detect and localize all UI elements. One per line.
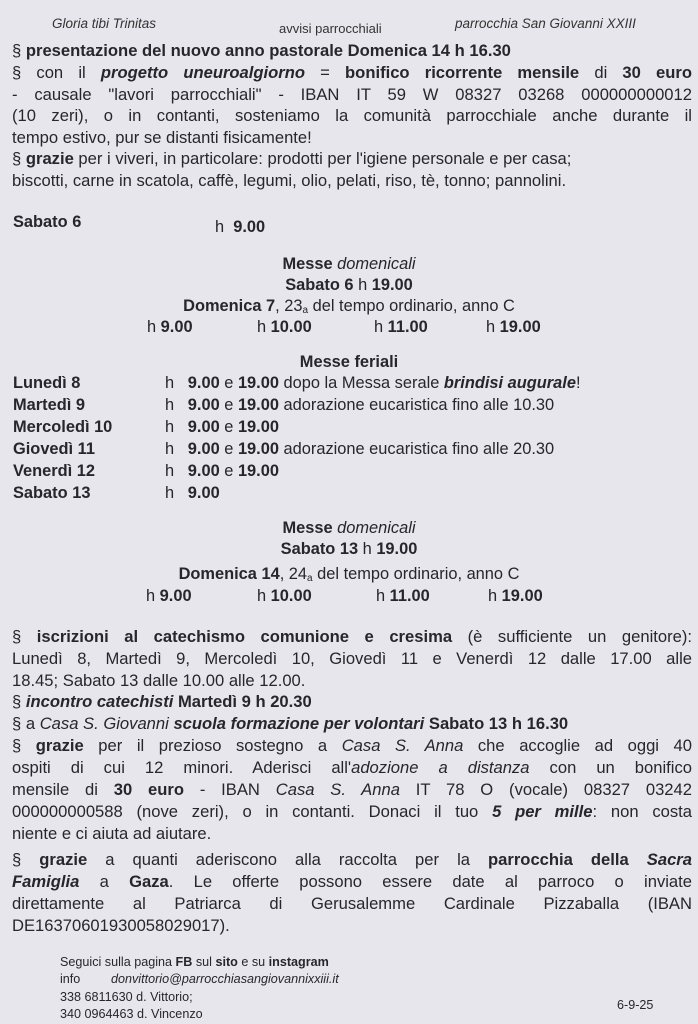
notice-presentazione: § presentazione del nuovo anno pastorale Domenica 14 h 16.30 bbox=[12, 41, 511, 60]
feriali-row-day: Lunedì 8 bbox=[13, 374, 81, 392]
dom14-time-3: h 11.00 bbox=[376, 587, 430, 605]
messe-feriali-title: Messe feriali bbox=[299, 353, 399, 371]
feriali-row-times: h 9.00 e 19.00 adorazione eucaristica fino alle 10.30 bbox=[165, 396, 555, 414]
footer-info-label: info bbox=[60, 972, 81, 986]
notice-gaza: § grazie a quanti aderiscono alla raccolta per la parrocchia della Sacra Famiglia a Gaza. Le offerte possono essere date al parroco o inviate direttamente al Patriarca di Gerusalemme Cardinale Pizzaballa (IBAN DE16370601930058029017). bbox=[12, 850, 693, 935]
dom7-time-2: h 10.00 bbox=[257, 318, 312, 336]
feriali-row-times: h 9.00 e 19.00 adorazione eucaristica fino alle 20.30 bbox=[165, 440, 555, 458]
messe-sabato6-vigil: Sabato 6 h 19.00 bbox=[285, 276, 413, 294]
messe-domenica14: Domenica 14, $24_a$ del tempo ordinario, anno C bbox=[178, 565, 520, 584]
feriali-row-times: h 9.00 bbox=[165, 484, 220, 502]
feriali-row-times: h 9.00 e 19.00 dopo la Messa serale brindisi augurale! bbox=[165, 374, 581, 392]
dom14-time-1: h 9.00 bbox=[146, 587, 192, 605]
notice-grazie-viveri: § grazie per i viveri, in particolare: prodotti per l'igiene personale e per casa; biscotti, carne in scatola, caffè, legumi, olio, pelati, riso, tè, tonno; pannolini. bbox=[12, 149, 572, 190]
messe-domenica7: Domenica 7, $23_a$ del tempo ordinario, anno C bbox=[183, 297, 515, 316]
notice-casa-s-anna: § grazie per il prezioso sostegno a Casa S. Anna che accoglie ad oggi 40 ospiti di cui 12 minori. Aderisci all'adozione a distanza con un bonifico mensile di 30 euro - IBAN Casa S. Anna IT 78 O (vocale) 08327 03242 000000000588 (nove zeri), o in contanti. Donaci il tuo 5 per mille: non costa niente e ci aiuta ad aiutare. bbox=[12, 736, 692, 843]
messe-domenicali-title-2: Messe domenicali bbox=[282, 519, 416, 537]
feriali-row-day: Sabato 13 bbox=[13, 484, 91, 502]
messe-domenicali-title-1: Messe domenicali bbox=[282, 255, 416, 273]
feriali-row-times: h 9.00 e 19.00 bbox=[165, 462, 279, 480]
footer-date: 6-9-25 bbox=[617, 998, 654, 1012]
dom7-time-3: h 11.00 bbox=[374, 318, 428, 336]
notice-progetto: § con il progetto uneuroalgiorno = bonifico ricorrente mensile di 30 euro - causale "lavori parrocchiali" - IBAN IT 59 W 08327 03268 000000000012 (10 zeri), o in contanti, sosteniamo la comunità parrocchiale anche durante il tempo estivo, pur se distanti fisicamente! bbox=[12, 63, 693, 147]
feriali-row-day: Venerdì 12 bbox=[13, 462, 96, 480]
notice-scuola-volontari: § a Casa S. Giovanni scuola formazione per volontari Sabato 13 h 16.30 bbox=[12, 714, 569, 733]
messe-sabato13-vigil: Sabato 13 h 19.00 bbox=[280, 540, 418, 558]
notice-iscrizioni-catechismo: § iscrizioni al catechismo comunione e cresima (è sufficiente un genitore): Lunedì 8, Martedì 9, Mercoledì 10, Giovedì 11 e Venerdì 12 dalle 17.00 alle 18.45; Sabato 13 dalle 10.00 alle 12.00. bbox=[12, 627, 693, 690]
footer-social: Seguici sulla pagina FB sul sito e su instagram bbox=[60, 955, 329, 969]
footer-phone-vincenzo: 340 0964463 d. Vincenzo bbox=[60, 1007, 203, 1021]
footer-email[interactable]: donvittorio@parrocchiasangiovannixxiii.it bbox=[111, 972, 339, 986]
feriali-row-day: Mercoledì 10 bbox=[13, 418, 113, 436]
footer-phone-vittorio: 338 6811630 d. Vittorio; bbox=[60, 990, 193, 1004]
header-center-title: avvisi parrocchiali bbox=[279, 21, 382, 36]
dom14-time-4: h 19.00 bbox=[488, 587, 543, 605]
feriali-row-day: Giovedì 11 bbox=[13, 440, 95, 458]
dom7-time-1: h 9.00 bbox=[147, 318, 193, 336]
feriali-row-times: h 9.00 e 19.00 bbox=[165, 418, 279, 436]
header-left-motto: Gloria tibi Trinitas bbox=[52, 16, 157, 31]
sabato6-day: Sabato 6 bbox=[13, 213, 82, 231]
dom7-time-4: h 19.00 bbox=[486, 318, 541, 336]
feriali-row-day: Martedì 9 bbox=[13, 396, 85, 414]
notice-incontro-catechisti: § incontro catechisti Martedì 9 h 20.30 bbox=[12, 692, 312, 711]
sabato6-time: h 9.00 bbox=[215, 218, 266, 236]
dom14-time-2: h 10.00 bbox=[257, 587, 312, 605]
header-right-parish: parrocchia San Giovanni XXIII bbox=[455, 16, 636, 31]
